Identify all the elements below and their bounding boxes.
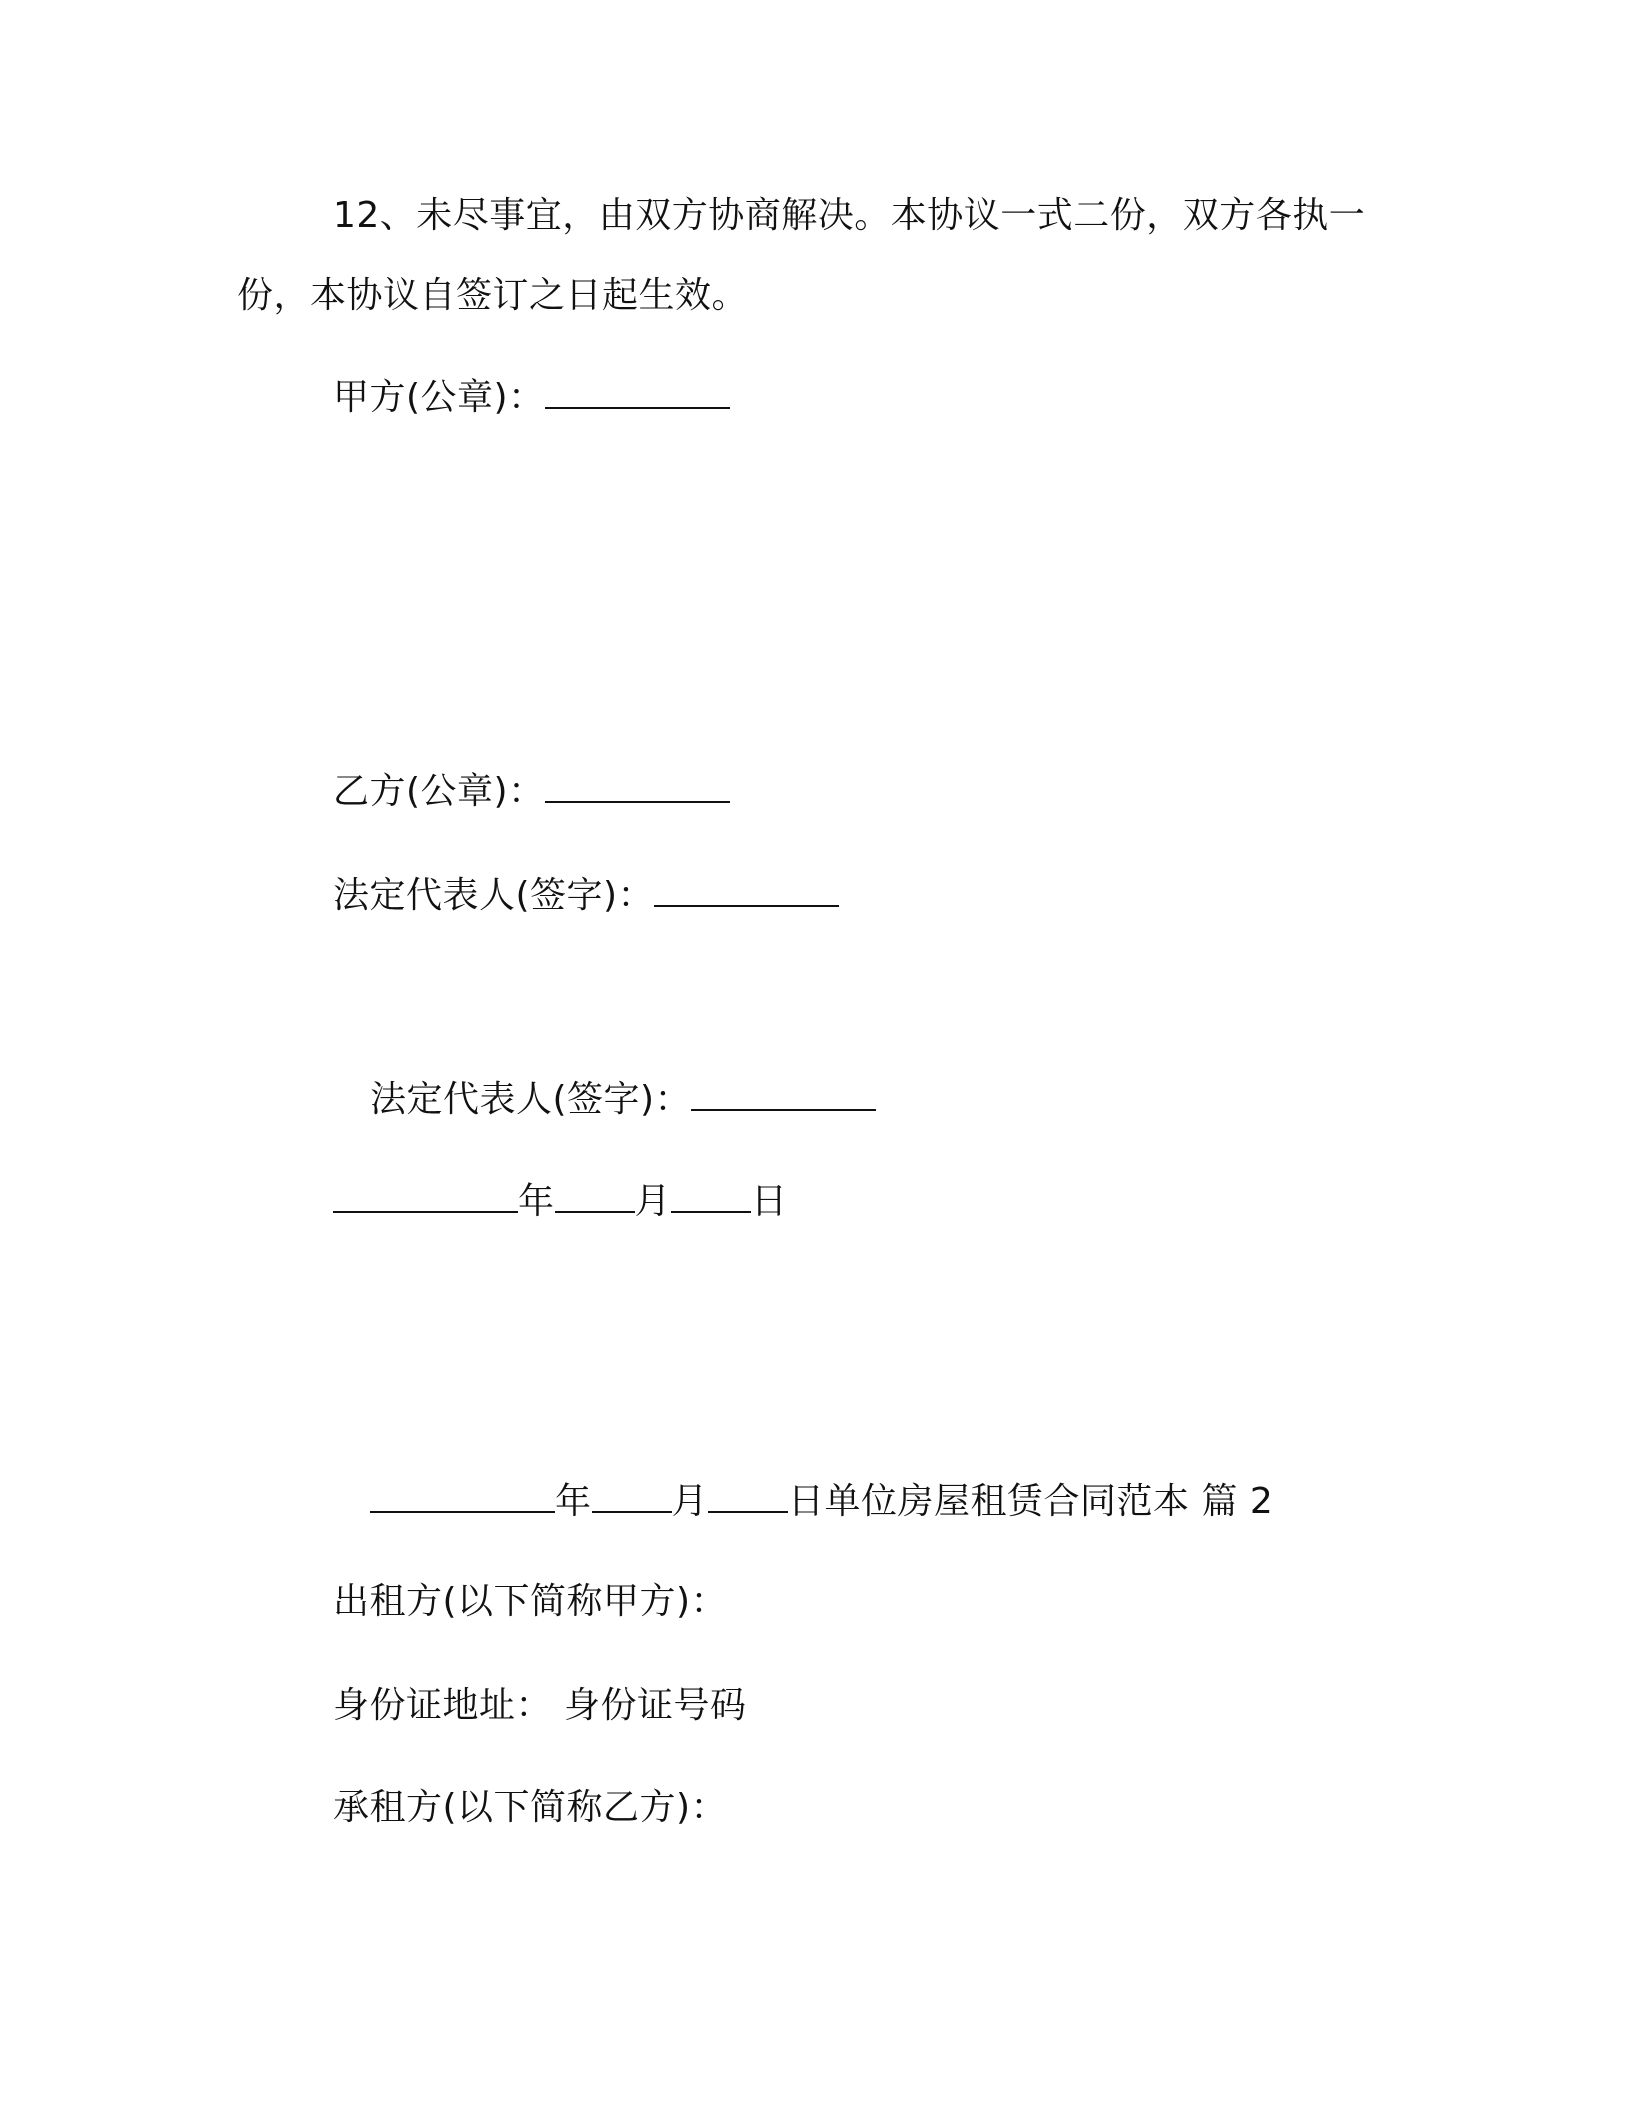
year-blank [333, 1183, 518, 1213]
party-a-seal-line [333, 378, 730, 418]
date-line [333, 1182, 788, 1222]
clause-12-line-1: 12、未尽事宜，由双方协商解决。本协议一式二份，双方各执一 [333, 195, 1366, 236]
legal-rep-line-1 [333, 876, 839, 916]
section-2-heading [370, 1482, 1273, 1522]
party-b-seal-line [333, 772, 730, 812]
lessee-label: 承租方(以下简称乙方)： [333, 1787, 728, 1828]
party-a-seal-label: 甲方(公章)： [333, 377, 545, 418]
heading-day-blank [708, 1483, 788, 1513]
heading-year-label: 年 [555, 1481, 592, 1522]
party-a-seal-blank [545, 379, 730, 409]
legal-rep-blank-2 [691, 1081, 876, 1111]
lessor-label: 出租方(以下简称甲方)： [333, 1581, 728, 1622]
day-label: 日 [751, 1181, 788, 1222]
legal-rep-label-2: 法定代表人(签字)： [370, 1079, 692, 1120]
legal-rep-line-2 [370, 1080, 876, 1120]
heading-year-blank [370, 1483, 555, 1513]
party-b-seal-blank [545, 773, 730, 803]
party-b-seal-label: 乙方(公章)： [333, 771, 545, 812]
legal-rep-label-1: 法定代表人(签字)： [333, 875, 655, 916]
heading-month-blank [592, 1483, 672, 1513]
heading-month-label: 月 [671, 1481, 709, 1522]
month-label: 月 [634, 1181, 672, 1222]
id-info-label: 身份证地址： 身份证号码 [333, 1685, 747, 1726]
month-blank [555, 1183, 635, 1213]
clause-12-line-2: 份，本协议自签订之日起生效。 [237, 275, 749, 316]
legal-rep-blank-1 [654, 877, 839, 907]
year-label: 年 [518, 1181, 555, 1222]
day-blank [671, 1183, 751, 1213]
heading-title: 日单位房屋租赁合同范本 篇 2 [788, 1481, 1274, 1522]
